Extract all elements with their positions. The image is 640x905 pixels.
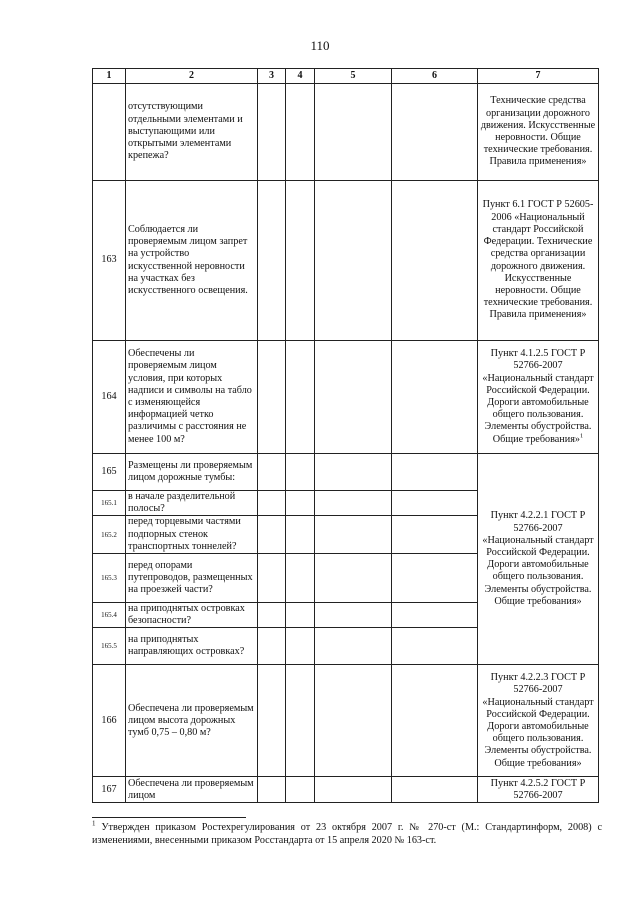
row-number-cell: 163: [93, 181, 126, 341]
empty-cell: [392, 491, 478, 516]
empty-cell: [258, 777, 286, 803]
empty-cell: [286, 628, 315, 665]
empty-cell: [315, 454, 392, 491]
question-cell: на приподнятых направляющих островках?: [126, 628, 258, 665]
empty-cell: [286, 454, 315, 491]
reference-cell: Пункт 4.2.2.3 ГОСТ Р 52766-2007 «Национальный стандарт Российской Федерации. Дороги автомобильные общего пользования. Элементы обустройства. Общие требования»: [478, 665, 599, 777]
row-number-cell: 167: [93, 777, 126, 803]
question-cell: перед торцевыми частями подпорных стенок транспортных тоннелей?: [126, 516, 258, 554]
empty-cell: [286, 603, 315, 628]
empty-cell: [286, 341, 315, 454]
empty-cell: [392, 84, 478, 181]
row-number-cell: 165: [93, 454, 126, 491]
empty-cell: [286, 777, 315, 803]
row-number-cell: 165.3: [93, 554, 126, 603]
question-cell: перед опорами путепроводов, размещенных на проезжей части?: [126, 554, 258, 603]
reference-cell: Пункт 4.2.2.1 ГОСТ Р 52766-2007 «Национальный стандарт Российской Федерации. Дороги автомобильные общего пользования. Элементы обустройства. Общие требования»: [478, 454, 599, 665]
empty-cell: [286, 516, 315, 554]
question-cell: Соблюдается ли проверяемым лицом запрет на устройство искусственной неровности на участках без искусственного освещения.: [126, 181, 258, 341]
reference-cell: [478, 341, 599, 454]
table-row: [93, 181, 599, 341]
empty-cell: [286, 181, 315, 341]
table-row: [93, 454, 599, 491]
question-cell: отсутствующими отдельными элементами и выступающими или открытыми элементами крепежа?: [126, 84, 258, 181]
column-header: 3: [258, 69, 286, 84]
row-number-cell: 165.4: [93, 603, 126, 628]
row-number-cell: 166: [93, 665, 126, 777]
column-header: 2: [126, 69, 258, 84]
empty-cell: [392, 454, 478, 491]
page-number: 110: [310, 38, 330, 53]
footnote: [92, 821, 602, 847]
row-number-cell: 165.5: [93, 628, 126, 665]
empty-cell: [392, 341, 478, 454]
empty-cell: [286, 665, 315, 777]
empty-cell: [286, 491, 315, 516]
empty-cell: [392, 777, 478, 803]
empty-cell: [258, 84, 286, 181]
empty-cell: [392, 181, 478, 341]
empty-cell: [392, 516, 478, 554]
question-cell: в начале разделительной полосы?: [126, 491, 258, 516]
empty-cell: [258, 554, 286, 603]
row-number-cell: 165.1: [93, 491, 126, 516]
empty-cell: [392, 665, 478, 777]
empty-cell: [315, 491, 392, 516]
footnote-marker: 1: [580, 432, 584, 440]
column-header: 7: [478, 69, 599, 84]
empty-cell: [286, 554, 315, 603]
question-cell: Обеспечена ли проверяемым лицом высота дорожных тумб 0,75 – 0,80 м?: [126, 665, 258, 777]
empty-cell: [392, 628, 478, 665]
empty-cell: [315, 554, 392, 603]
empty-cell: [315, 665, 392, 777]
empty-cell: [315, 181, 392, 341]
empty-cell: [258, 181, 286, 341]
table-row: [93, 341, 599, 454]
reference-cell: Пункт 6.1 ГОСТ Р 52605-2006 «Национальный стандарт Российской Федерации. Технические средства организации дорожного движения. Искусственные неровности. Общие технические требования. Правила применения»: [478, 181, 599, 341]
empty-cell: [315, 341, 392, 454]
empty-cell: [315, 84, 392, 181]
column-header: 5: [315, 69, 392, 84]
column-header: 6: [392, 69, 478, 84]
question-cell: на приподнятых островках безопасности?: [126, 603, 258, 628]
column-header: 1: [93, 69, 126, 84]
row-number-cell: 165.2: [93, 516, 126, 554]
empty-cell: [392, 603, 478, 628]
table-row: [93, 665, 599, 777]
requirements-table: [92, 68, 599, 803]
empty-cell: [258, 665, 286, 777]
footnote-marker: 1: [92, 819, 96, 828]
empty-cell: [258, 454, 286, 491]
row-number-cell: [93, 84, 126, 181]
empty-cell: [315, 516, 392, 554]
question-cell: Обеспечена ли проверяемым лицом: [126, 777, 258, 803]
table-row: [93, 777, 599, 803]
table-header-row: [93, 69, 599, 84]
reference-text: Пункт 4.1.2.5 ГОСТ Р 52766-2007 «Национальный стандарт Российской Федерации. Дороги автомобильные общего пользования. Элементы обустройства. Общие требования»: [482, 348, 594, 445]
question-cell: Обеспечены ли проверяемым лицом условия, при которых надписи и символы на табло с изменяющейся информацией четко различимы с расстояния не менее 100 м?: [126, 341, 258, 454]
empty-cell: [315, 603, 392, 628]
question-cell: Размещены ли проверяемым лицом дорожные тумбы:: [126, 454, 258, 491]
empty-cell: [286, 84, 315, 181]
empty-cell: [258, 603, 286, 628]
empty-cell: [258, 628, 286, 665]
footnote-text: Утвержден приказом Ростехрегулирования от 23 октября 2007 г. № 270-ст (М.: Стандартинформ, 2008) с изменениями, внесенными приказом Росстандарта от 15 апреля 2020 № 163-ст.: [92, 822, 602, 846]
reference-cell: Пункт 4.2.5.2 ГОСТ Р 52766-2007: [478, 777, 599, 803]
column-header: 4: [286, 69, 315, 84]
empty-cell: [315, 628, 392, 665]
row-number-cell: 164: [93, 341, 126, 454]
table-row: [93, 84, 599, 181]
empty-cell: [258, 491, 286, 516]
footnote-divider: [92, 817, 246, 818]
empty-cell: [392, 554, 478, 603]
empty-cell: [258, 516, 286, 554]
empty-cell: [315, 777, 392, 803]
reference-cell: Технические средства организации дорожного движения. Искусственные неровности. Общие технические требования. Правила применения»: [478, 84, 599, 181]
empty-cell: [258, 341, 286, 454]
